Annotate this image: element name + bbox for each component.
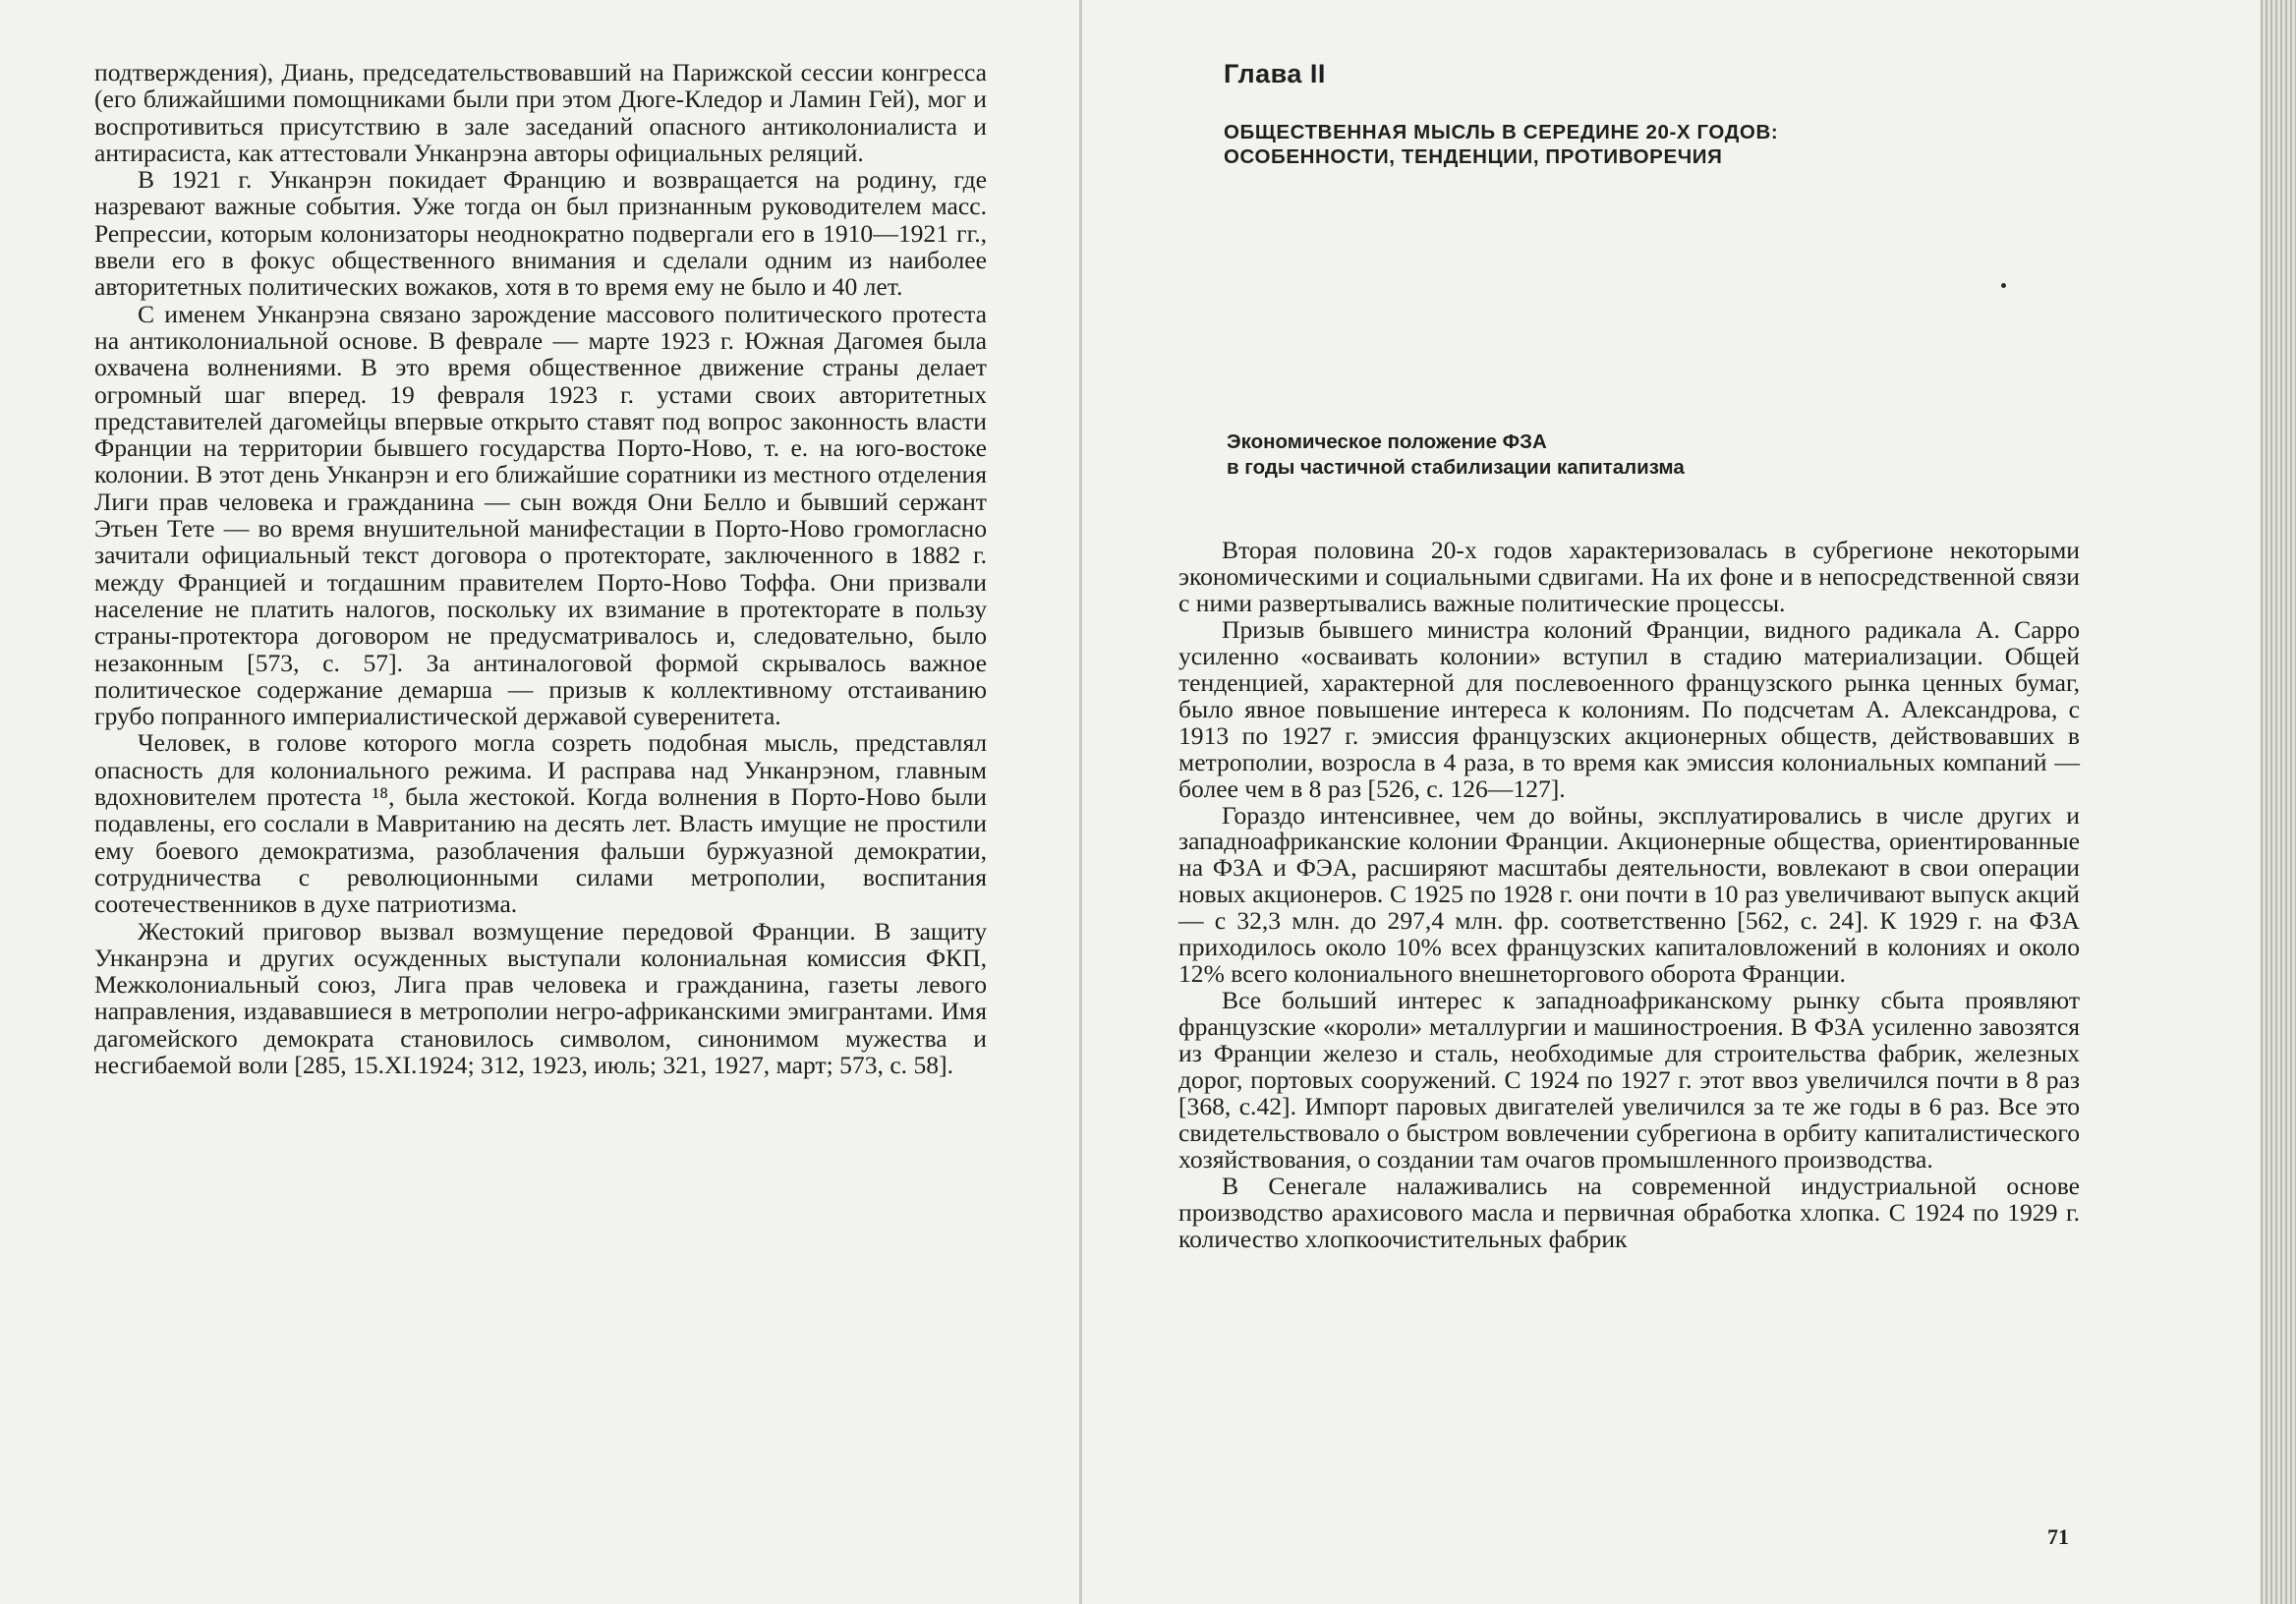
chapter-label: Глава II [1224, 59, 1326, 88]
paragraph: подтверждения), Диань, председательствовавший на Парижской сессии конгресса (его ближайшими помощниками были при этом Дюге-Кледор и Ламин Гей), мог и воспротивиться присутствию в зале заседаний опасного антиколониалиста и антирасиста, как аттестовали Унканрэна авторы официальных реляций. [94, 58, 987, 167]
section-title [1227, 430, 1974, 481]
chapter-title-line: ОБЩЕСТВЕННАЯ МЫСЛЬ В СЕРЕДИНЕ 20-Х ГОДОВ: [1224, 121, 1779, 143]
section-title-line: Экономическое положение ФЗА [1227, 430, 1547, 453]
paragraph: Гораздо интенсивнее, чем до войны, эксплуатировались в числе других и западноафриканские колонии Франции. Акционерные общества, ориентированные на ФЗА и ФЭА, расширяют масштабы деятельности, вовлекают в свои операции новых акционеров. С 1925 по 1928 г. они почти в 10 раз увеличивают выпуск акций — с 32,3 млн. до 297,4 млн. фр. соответственно [562, с. 24]. К 1929 г. на ФЗА приходилось около 10% всех французских капиталовложений в колониях и около 12% всего колониального внешнеторгового оборота Франции. [1178, 800, 2080, 989]
paragraph: В 1921 г. Унканрэн покидает Францию и возвращается на родину, где назревают важные события. Уже тогда он был признанным руководителем масс. Репрессии, которым колонизаторы неоднократно подвергали его в 1910—1921 гг., ввели его в фокус общественного внимания и сделали одним из наиболее авторитетных политических вожаков, хотя в то время ему не было и 40 лет. [94, 165, 987, 302]
page-gutter [1079, 0, 1082, 1604]
paragraph: Все больший интерес к западноафриканскому рынку сбыта проявляют французские «короли» металлургии и машиностроения. В ФЗА усиленно завозятся из Франции железо и сталь, необходимые для строительства фабрик, железных дорог, портовых сооружений. С 1924 по 1927 г. этот ввоз увеличился почти в 8 раз [368, с.42]. Импорт паровых двигателей увеличился за те же годы в 6 раз. Все это свидетельствовало о быстром вовлечении субрегиона в орбиту капиталистического хозяйствования, о создании там очагов промышленного производства. [1178, 986, 2080, 1174]
chapter-title-line: ОСОБЕННОСТИ, ТЕНДЕНЦИИ, ПРОТИВОРЕЧИЯ [1224, 145, 1723, 168]
page-number: 71 [2047, 1524, 2069, 1549]
paragraph: С именем Унканрэна связано зарождение массового политического протеста на антиколониальной основе. В феврале — марте 1923 г. Южная Дагомея была охвачена волнениями. В это время общественное движение страны делает огромный шаг вперед. 19 февраля 1923 г. устами своих авторитетных представителей дагомейцы впервые открыто ставят под вопрос законность власти Франции на территории бывшего государства Порто-Ново, т. е. на юго-востоке колонии. В этот день Унканрэн и его ближайшие соратники из местного отделения Лиги прав человека и гражданина — сын вождя Они Белло и бывший сержант Этьен Тете — во время внушительной манифестации в Порто-Ново громогласно зачитали официальный текст договора о протекторате, заключенного в 1882 г. между Францией и тогдашним правителем Порто-Ново Тоффа. Они призвали население не платить налогов, поскольку их взимание в протекторате в пользу страны-протектора договором не предусматривалось и, следовательно, было незаконным [573, с. 57]. За антиналоговой формой скрывалось важное политическое содержание демарша — призыв к коллективному отстаиванию грубо попранного империалистической державой суверенитета. [94, 299, 987, 731]
ink-speck [2001, 283, 2006, 288]
page-edge [2261, 0, 2296, 1604]
section-title-line: в годы частичной стабилизации капитализма [1227, 456, 1685, 479]
paragraph: Призыв бывшего министра колоний Франции, видного радикала А. Сарро усиленно «осваивать колонии» вступил в стадию материализации. Общей тенденцией, характерной для послевоенного французского рынка ценных бумаг, было явное повышение интереса к колониям. По подсчетам А. Александрова, с 1913 по 1927 г. эмиссия французских акционерных обществ, действовавших в метрополии, возросла в 4 раза, в то время как эмиссия колониальных компаний — более чем в 8 раз [526, с. 126—127]. [1178, 614, 2080, 803]
paragraph: Жестокий приговор вызвал возмущение передовой Франции. В защиту Унканрэна и других осужденных выступали колониальная комиссия ФКП, Межколониальный союз, Лига прав человека и гражданина, газеты левого направления, издававшиеся в метрополии негро-африканскими эмигрантами. Имя дагомейского демократа становилось символом, синонимом мужества и несгибаемой воли [285, 15.XI.1924; 312, 1923, июль; 321, 1927, март; 573, с. 58]. [94, 916, 987, 1079]
paragraph: Вторая половина 20-х годов характеризовалась в субрегионе некоторыми экономическими и социальными сдвигами. На их фоне и в непосредственной связи с ними развертывались важные политические процессы. [1178, 536, 2080, 617]
paragraph: В Сенегале налаживались на современной индустриальной основе производство арахисового масла и первичная обработка хлопка. С 1924 по 1929 г. количество хлопкоочистительных фабрик [1178, 1171, 2080, 1253]
chapter-title [1224, 120, 1971, 169]
right-page-text [1178, 538, 2080, 1253]
paragraph: Человек, в голове которого могла созреть подобная мысль, представлял опасность для колониального режима. И расправа над Унканрэном, главным вдохновителем протеста ¹⁸, была жестокой. Когда волнения в Порто-Ново были подавлены, его сослали в Мавританию на десять лет. Власть имущие не простили ему боевого демократизма, разоблачения фальши буржуазной демократии, сотрудничества с революционными силами метрополии, воспитания соотечественников в духе патриотизма. [94, 728, 987, 919]
left-page-text [94, 59, 987, 1078]
